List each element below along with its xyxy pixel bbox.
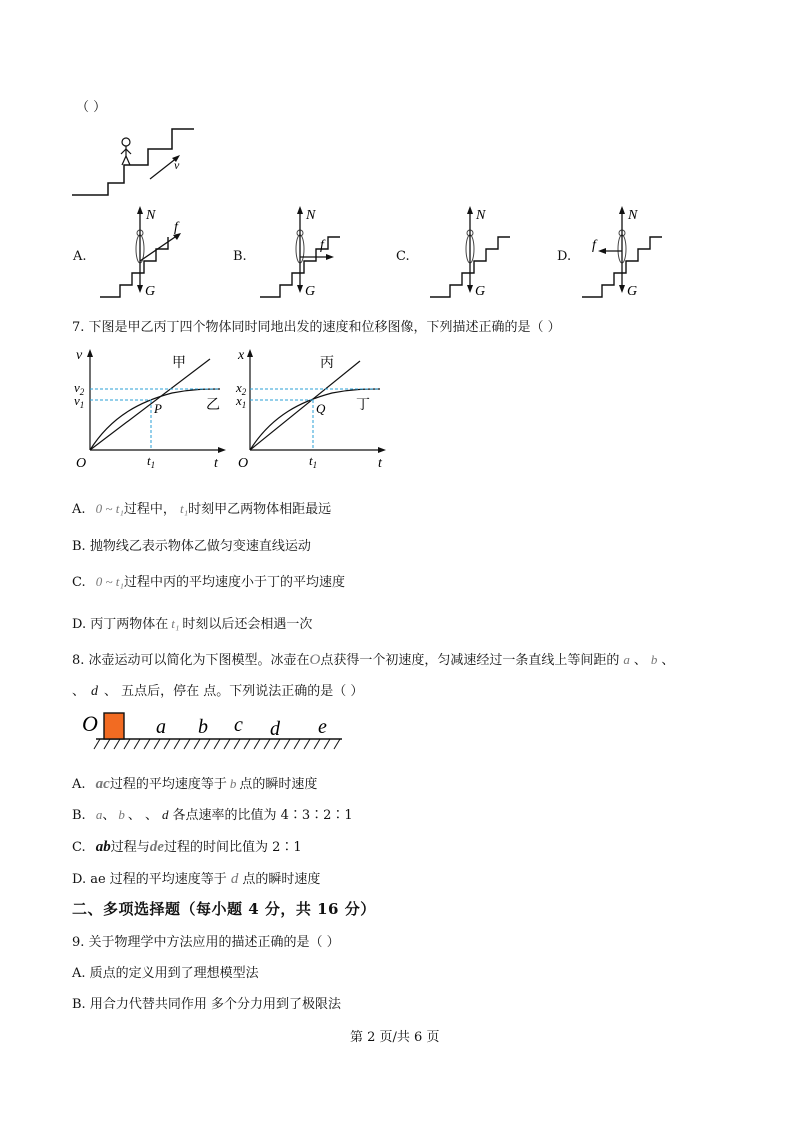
q8-option-d[interactable] <box>72 868 320 888</box>
q8-stem-sep3: 、 <box>72 684 86 699</box>
q6-c-G: G <box>475 284 486 299</box>
q6-d-G: G <box>627 284 638 299</box>
page-footer: 第 2 页/共 6 页 <box>350 1030 440 1045</box>
q7-option-d[interactable] <box>72 613 312 632</box>
q8-a-ac: ac <box>95 776 110 792</box>
q7-vt-graph <box>72 345 232 475</box>
q6-v-label: v <box>174 158 180 172</box>
q8-curling-diagram <box>80 705 350 755</box>
q7-g1-y2: $v_2$ <box>74 380 85 397</box>
q8-stem-sep2: 、 <box>661 653 675 668</box>
q7-c-letter: C. <box>72 575 86 590</box>
q9-option-b[interactable]: B. 用合力代替共同作用 多个分力用到了极限法 <box>72 997 341 1012</box>
q6-option-d-figure <box>580 205 680 300</box>
q7-a-mid: 过程中， <box>123 502 176 517</box>
q8-b-a: a <box>95 807 103 822</box>
q8-a-post: 点的瞬时速度 <box>239 777 318 792</box>
q7-option-a[interactable] <box>72 498 331 517</box>
q8-d-pre: D. ae 过程的平均速度等于 <box>72 872 227 887</box>
q6-c-N: N <box>476 208 486 223</box>
q8-a-letter: A. <box>72 777 86 792</box>
q6-paren: （ ） <box>76 100 107 115</box>
q7-g2-point: Q <box>316 401 326 416</box>
q8-stem-a: a <box>623 652 630 667</box>
q6-a-N: N <box>146 208 156 223</box>
q6-d-f: f <box>592 238 596 253</box>
q9-option-a[interactable]: A. 质点的定义用到了理想模型法 <box>72 966 259 981</box>
q7-g1-xaxis: t <box>214 456 218 471</box>
q8-b-sep1: 、 <box>102 808 116 823</box>
q8-stem-b: b <box>650 652 658 667</box>
q7-g1-origin: O <box>76 456 87 471</box>
q7-g1-line-label: 甲 <box>172 356 186 371</box>
q7-g2-curve-label: 丁 <box>356 398 370 413</box>
q8-c-post: 过程的时间比值为 2∶1 <box>163 840 302 855</box>
q7-g1-point: P <box>154 401 162 416</box>
q8-diag-b: b <box>198 716 208 738</box>
q8-option-c[interactable] <box>72 836 302 856</box>
q8-c-letter: C. <box>72 840 86 855</box>
q8-a-mid: 过程的平均速度等于 <box>109 777 227 792</box>
q7-a-math1: 0 ~ t₁ <box>95 501 124 516</box>
q8-stem-O: O <box>309 652 321 668</box>
q7-c-math: 0 ~ t₁ <box>95 574 124 589</box>
q6-option-c-figure <box>428 205 528 300</box>
q9-stem: 9. 关于物理学中方法应用的描述正确的是（ ） <box>72 935 340 950</box>
q6-d-N: N <box>628 208 638 223</box>
q8-diag-d: d <box>270 718 280 740</box>
q7-a-post: 时刻甲乙两物体相距最远 <box>188 502 332 517</box>
q8-b-post: 各点速率的比值为 4∶3∶2∶1 <box>172 808 353 823</box>
q6-option-b-figure <box>258 205 358 300</box>
q8-diag-c: c <box>234 714 243 736</box>
q8-diag-e: e <box>318 716 327 738</box>
q8-d-d: d <box>230 871 239 887</box>
q8-a-b: b <box>229 776 237 791</box>
q8-c-mid: 过程与 <box>110 840 150 855</box>
q7-g2-origin: O <box>238 456 249 471</box>
q6-option-d-letter[interactable]: D. <box>557 249 572 264</box>
q7-d-math: t₁ <box>171 616 180 631</box>
q7-d-post: 时刻以后还会相遇一次 <box>182 617 313 632</box>
q7-option-b[interactable]: B. 抛物线乙表示物体乙做匀变速直线运动 <box>72 539 311 554</box>
q7-g2-yaxis: x <box>238 348 245 363</box>
q6-b-G: G <box>305 284 316 299</box>
q7-g2-line-label: 丙 <box>320 356 334 371</box>
q8-c-ab: ab <box>95 839 111 855</box>
q6-option-b-letter[interactable]: B. <box>233 249 247 264</box>
q8-stem-d: d <box>91 684 99 699</box>
q8-option-a[interactable] <box>72 773 317 793</box>
q6-option-a-letter[interactable]: A. <box>73 249 87 264</box>
q6-a-G: G <box>145 284 156 299</box>
section-2-heading: 二、多项选择题（每小题 4 分，共 16 分） <box>72 900 376 918</box>
q7-g1-y1: $v_1$ <box>74 393 85 410</box>
q6-b-N: N <box>306 208 316 223</box>
q7-g2-t1: $t_1$ <box>309 453 318 470</box>
q8-diag-a: a <box>156 716 166 738</box>
q6-b-f: f <box>320 238 324 253</box>
q8-stem-line2 <box>72 680 363 700</box>
q6-option-a-figure <box>98 205 198 300</box>
q7-g1-curve-label: 乙 <box>206 398 220 413</box>
q8-b-sep2: 、 、 <box>127 808 158 823</box>
q6-a-f: f <box>174 220 178 235</box>
q7-xt-graph <box>232 345 392 475</box>
q7-g1-yaxis: v <box>76 348 83 363</box>
q8-c-de: de <box>149 839 164 855</box>
q7-c-post: 过程中丙的平均速度小于丁的平均速度 <box>123 575 345 590</box>
q8-b-b: b <box>118 807 125 822</box>
q8-diag-O: O <box>82 711 98 736</box>
q7-g2-y2: $x_2$ <box>236 380 247 397</box>
q8-stem-line1 <box>72 649 674 669</box>
q7-g2-y1: $x_1$ <box>236 393 247 410</box>
q6-escalator-figure <box>70 125 200 200</box>
q7-a-letter: A. <box>72 502 86 517</box>
q7-g2-xaxis: t <box>378 456 382 471</box>
q8-b-d: d <box>161 807 169 822</box>
q7-stem: 7. 下图是甲乙丙丁四个物体同时同地出发的速度和位移图像，下列描述正确的是（ ） <box>72 320 561 335</box>
q6-option-c-letter[interactable]: C. <box>396 249 410 264</box>
q8-stem-part1: 8. 冰壶运动可以简化为下图模型。冰壶在 <box>72 653 310 668</box>
q8-option-b[interactable] <box>72 804 353 823</box>
q8-b-letter: B. <box>72 808 86 823</box>
q7-g1-t1: $t_1$ <box>147 453 156 470</box>
q8-d-post: 点的瞬时速度 <box>242 872 321 887</box>
q8-stem-part2: 点获得一个初速度，匀减速经过一条直线上等间距的 <box>320 653 620 668</box>
q7-a-math2: t₁ <box>180 501 189 516</box>
q8-stem-sep1: 、 <box>633 653 647 668</box>
q8-stem-part3: 、 五点后，停在 点。下列说法正确的是（ ） <box>104 684 364 699</box>
q7-option-c[interactable] <box>72 571 345 590</box>
q7-d-pre: D. 丙丁两物体在 <box>72 617 169 632</box>
